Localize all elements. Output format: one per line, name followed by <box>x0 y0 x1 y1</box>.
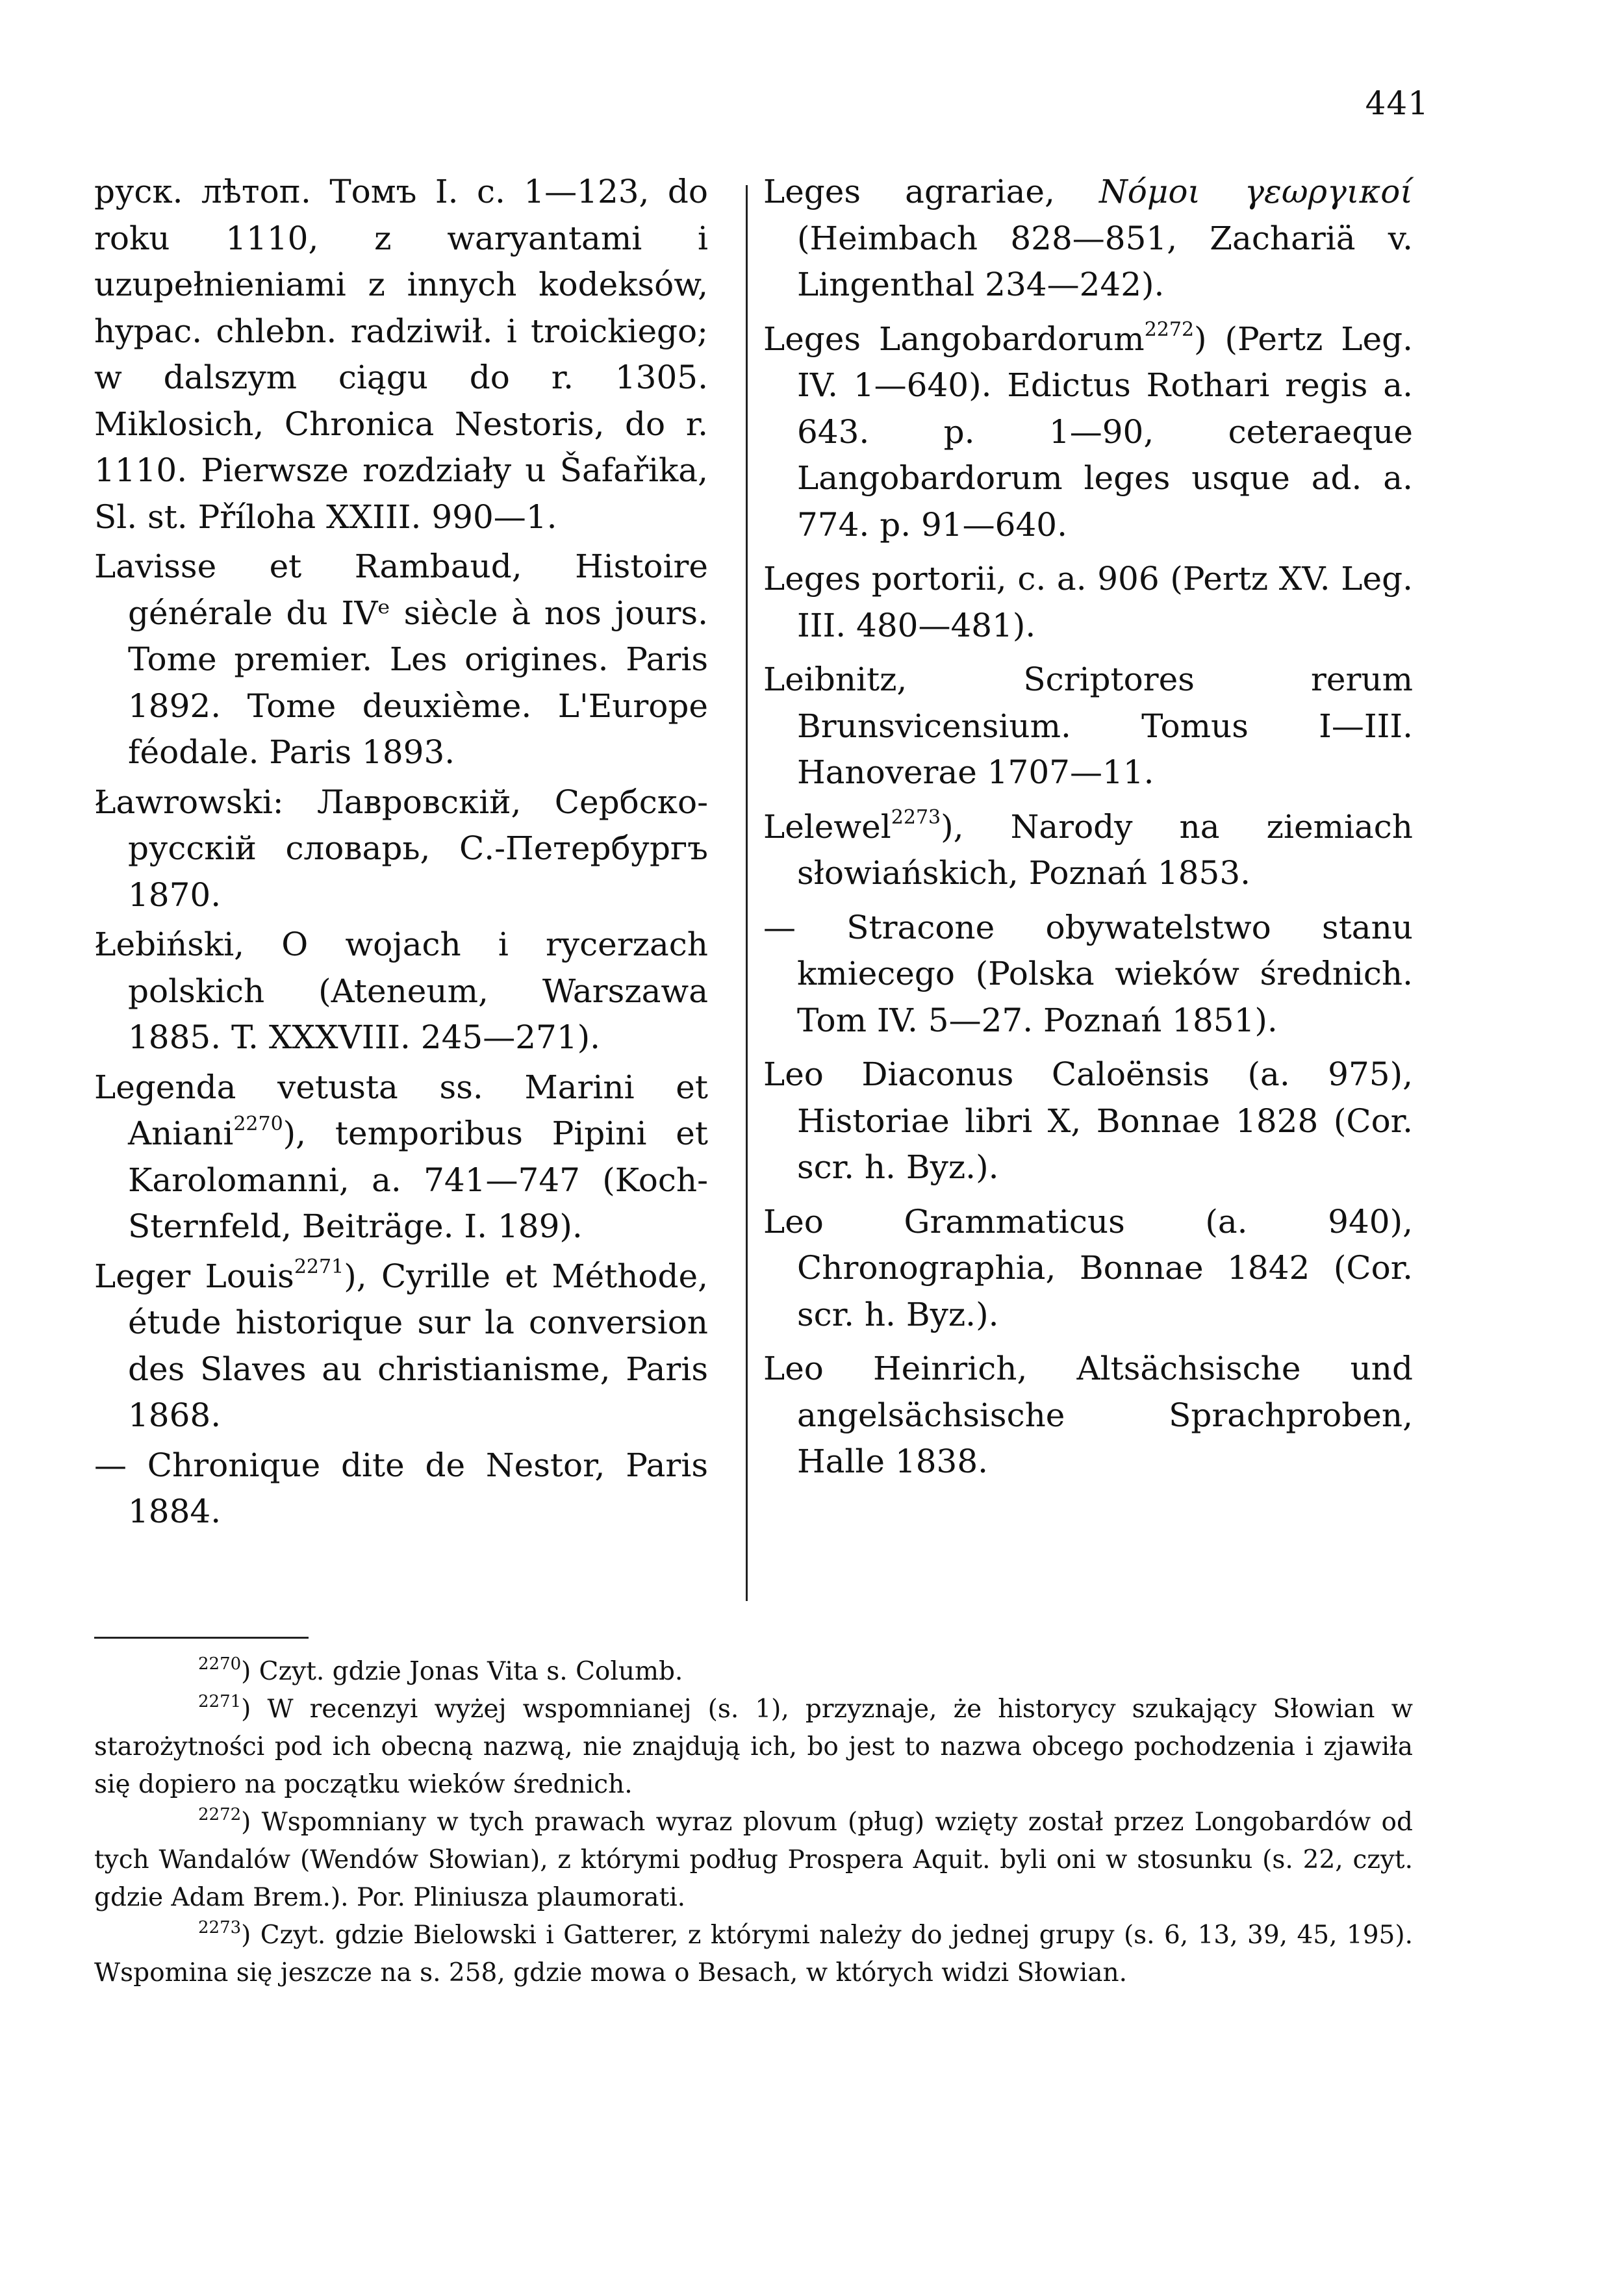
entry-text: (Heimbach 828—851, Zachariä v. Lingenthal 234—242). <box>797 219 1413 303</box>
bibliography-entry: Leo Heinrich, Altsächsische und angelsächsische Sprachproben, Halle 1838. <box>763 1350 1413 1480</box>
entry-text: Leges Langobardorum <box>763 320 1145 358</box>
page-number: 441 <box>1365 84 1429 122</box>
left-column <box>94 169 708 1539</box>
footnote-reference: 2272 <box>1144 318 1195 341</box>
footnote <box>94 1917 1413 1992</box>
bibliography-entry: Leo Grammaticus (a. 940), Chronographia, Bonnae 1842 (Cor. scr. h. Byz.). <box>763 1202 1413 1333</box>
bibliography-entry: Leges portorii, c. a. 906 (Pertz XV. Leg. III. 480—481). <box>763 560 1413 644</box>
footnote-separator <box>94 1637 309 1639</box>
bibliography-entry: Leo Diaconus Caloënsis (a. 975), Historiae libri X, Bonnae 1828 (Cor. scr. h. Byz.). <box>763 1055 1413 1186</box>
footnote-reference: 2271 <box>294 1255 344 1278</box>
entry-text: ), temporibus Pipini et Karolomanni, a. 741—747 (Koch-Sternfeld, Beiträge. I. 189). <box>128 1115 708 1245</box>
bibliography-entry <box>763 804 1413 897</box>
bibliography-entry: Leibnitz, Scriptores rerum Brunsvicensium. Tomus I—III. Hanoverae 1707—11. <box>763 661 1413 791</box>
footnote-number: 2271 <box>198 1692 242 1711</box>
footnote-reference: 2270 <box>233 1113 283 1135</box>
entry-text: Legenda vetusta ss. Marini et Aniani <box>94 1068 708 1152</box>
footnote <box>94 1653 1413 1691</box>
greek-title: Νόμοι γεωργικοί <box>1098 173 1413 210</box>
footnote-number: 2273 <box>198 1918 242 1937</box>
bibliography-entry: — Stracone obywatelstwo stanu kmiecego (Polska wieków średnich. Tom IV. 5—27. Poznań 1851). <box>763 908 1413 1039</box>
bibliography-entry: Lavisse et Rambaud, Histoire générale du IVᵉ siècle à nos jours. Tome premier. Les origines. Paris 1892. Tome deuxième. L'Europe féodale. Paris 1893. <box>94 548 708 771</box>
footnote-text: ) Czyt. gdzie Bielowski i Gatterer, z którymi należy do jednej grupy (s. 6, 13, 39, 45, 195). Wspomina się jeszcze na s. 258, gdzie mowa o Besach, w których widzi Słowian. <box>94 1921 1413 1987</box>
footnotes <box>94 1653 1413 1992</box>
footnote-reference: 2273 <box>891 805 941 829</box>
footnote-text: ) Czyt. gdzie Jonas Vita s. Columb. <box>241 1657 683 1686</box>
bibliography-entry: Łebiński, O wojach i rycerzach polskich (Ateneum, Warszawa 1885. T. XXXVIII. 245—271). <box>94 926 708 1056</box>
bibliography-entry <box>94 1254 708 1439</box>
footnote-text: ) Wspomniany w tych prawach wyraz plovum (pług) wzięty został przez Longobardów od tych Wandalów (Wendów Słowian), z którymi podług Prospera Aquit. byli oni w stosunku (s. 22, czyt. gdzie Adam Brem.). Por. Pliniusza plaumorati. <box>94 1808 1413 1912</box>
entry-text: Leges agrariae, <box>763 173 1099 210</box>
bibliography-entry: Ławrowski: Лавровскій, Сербско-русскій словарь, С.-Петербургъ 1870. <box>94 783 708 914</box>
bibliography-entry: — Chronique dite de Nestor, Paris 1884. <box>94 1446 708 1530</box>
entry-text: ), Cyrille et Méthode, étude historique sur la conversion des Slaves au christianisme, Paris 1868. <box>128 1257 709 1434</box>
entry-text: ) (Pertz Leg. IV. 1—640). Edictus Rothari regis a. 643. p. 1—90, ceteraeque Langobardorum leges usque ad. a. 774. p. 91—640. <box>797 320 1413 544</box>
bibliography-entry <box>763 316 1413 549</box>
bibliography-entry: руск. лѣтоп. Томъ I. с. 1—123, do roku 1110, z waryantami i uzupełnieniami z innych kodeksów, hypac. chlebn. radziwił. i troickiego; w dalszym ciągu do r. 1305. Miklosich, Chronica Nestoris, do r. 1110. Pierwsze rozdziały u Šafařika, Sl. st. Příloha XXIII. 990—1. <box>94 173 708 536</box>
entry-text: ), Narody na ziemiach słowiańskich, Poznań 1853. <box>797 807 1413 892</box>
bibliography-entry <box>94 1065 708 1250</box>
footnote <box>94 1804 1413 1917</box>
footnote-text: ) W recenzyi wyżej wspomnianej (s. 1), przyznaje, że historycy szukający Słowian w starożytności pod ich obecną nazwą, nie znajdują ich, bo jest to nazwa obcego pochodzenia i zjawiła się dopiero na początku wieków średnich. <box>94 1695 1413 1799</box>
column-divider <box>746 185 748 1601</box>
bibliography-entry <box>763 169 1413 309</box>
footnote-number: 2272 <box>198 1805 242 1824</box>
right-column <box>763 169 1413 1493</box>
entry-text: Lelewel <box>763 807 891 846</box>
footnote <box>94 1691 1413 1804</box>
entry-text: Leger Louis <box>94 1257 294 1295</box>
footnote-number: 2270 <box>198 1654 242 1674</box>
